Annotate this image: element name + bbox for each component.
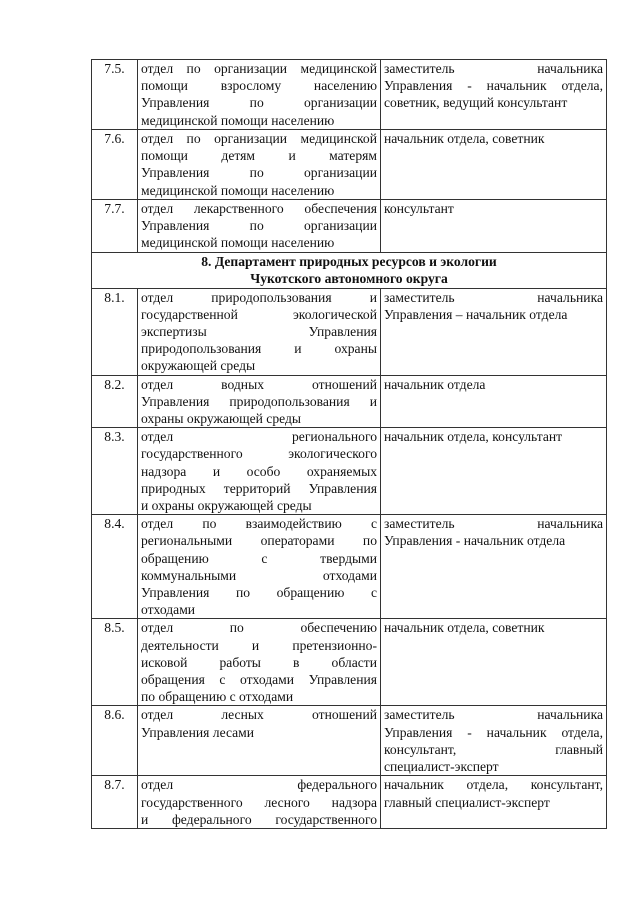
position-line: начальник отдела, консультант xyxy=(384,429,563,445)
table-row xyxy=(92,619,607,706)
position-line: заместитель начальника xyxy=(384,289,603,305)
unit-line: Управления по организации xyxy=(141,218,377,234)
table-row xyxy=(92,375,607,428)
section-heading xyxy=(92,252,607,288)
position-cell xyxy=(381,706,607,776)
position-line: начальник отдела, консультант, xyxy=(384,777,603,793)
unit-line: Управления по организации xyxy=(141,165,377,181)
position-line: заместитель начальника xyxy=(384,61,603,76)
table-row xyxy=(92,130,607,200)
unit-line: помощи взрослому населению xyxy=(141,78,377,94)
unit-line: и федерального государственного xyxy=(141,811,377,827)
unit-line: деятельности и претензионно- xyxy=(141,637,377,653)
unit-name-cell xyxy=(138,706,381,776)
table-row xyxy=(92,200,607,253)
table-row xyxy=(92,515,607,619)
unit-line: надзора и особо охраняемых xyxy=(141,463,377,479)
unit-name-cell xyxy=(138,776,381,829)
unit-line: природопользования и охраны xyxy=(141,341,377,357)
unit-line: медицинской помощи населению xyxy=(141,112,335,128)
position-line: главный специалист-эксперт xyxy=(384,794,550,810)
unit-line: Управления по организации xyxy=(141,95,377,111)
unit-line: отходами xyxy=(141,602,196,618)
unit-line: помощи детям и матерям xyxy=(141,148,377,164)
position-cell xyxy=(381,375,607,428)
position-cell xyxy=(381,428,607,515)
position-line: Управления – начальник отдела xyxy=(384,306,568,322)
row-number: 8.1. xyxy=(92,288,138,375)
position-cell xyxy=(381,776,607,829)
position-line: консультант, главный xyxy=(384,741,603,757)
position-line: начальник отдела, советник xyxy=(384,620,545,636)
position-cell xyxy=(381,619,607,706)
unit-line: Управления лесами xyxy=(141,724,255,740)
table-row xyxy=(92,776,607,829)
unit-line: государственного экологического xyxy=(141,446,377,462)
unit-line: исковой работы в области xyxy=(141,654,377,670)
position-cell xyxy=(381,60,607,130)
section-title-line: Чукотского автономного округа xyxy=(250,270,448,286)
unit-line: отдел по обеспечению xyxy=(141,620,377,636)
row-number: 8.6. xyxy=(92,706,138,776)
section-title-line: 8. Департамент природных ресурсов и экологии xyxy=(201,253,497,269)
unit-line: отдел федерального xyxy=(141,777,377,793)
position-cell xyxy=(381,130,607,200)
position-cell xyxy=(381,200,607,253)
unit-name-cell xyxy=(138,375,381,428)
row-number: 7.7. xyxy=(92,200,138,253)
section-row xyxy=(92,252,607,288)
position-line: начальник отдела, советник xyxy=(384,131,545,146)
row-number: 8.5. xyxy=(92,619,138,706)
row-number: 8.4. xyxy=(92,515,138,619)
row-number: 7.5. xyxy=(92,60,138,130)
unit-line: по обращению с отходами xyxy=(141,689,294,705)
row-number: 8.3. xyxy=(92,428,138,515)
unit-line: региональными операторами по xyxy=(141,533,377,549)
position-line: заместитель начальника xyxy=(384,707,603,723)
position-line: консультант xyxy=(384,201,454,216)
unit-line: отдел по взаимодействию с xyxy=(141,516,377,532)
unit-line: Управления природопользования и xyxy=(141,393,377,409)
unit-line: коммунальными отходами xyxy=(141,567,377,583)
position-line: Управления - начальник отдела xyxy=(384,533,566,549)
unit-line: отдел лесных отношений xyxy=(141,707,377,723)
table-row xyxy=(92,428,607,515)
unit-line: и охраны окружающей среды xyxy=(141,498,312,514)
unit-name-cell xyxy=(138,428,381,515)
position-line: заместитель начальника xyxy=(384,516,603,532)
unit-line: природных территорий Управления xyxy=(141,480,377,496)
table-row xyxy=(92,60,607,130)
position-line: Управления - начальник отдела, xyxy=(384,78,603,94)
position-line: начальник отдела xyxy=(384,376,486,392)
unit-line: медицинской помощи населению xyxy=(141,235,335,251)
unit-line: окружающей среды xyxy=(141,358,256,374)
unit-name-cell xyxy=(138,515,381,619)
position-cell xyxy=(381,288,607,375)
unit-name-cell xyxy=(138,60,381,130)
staff-table xyxy=(91,59,607,829)
unit-name-cell xyxy=(138,200,381,253)
unit-line: отдел природопользования и xyxy=(141,289,377,305)
table-row xyxy=(92,288,607,375)
unit-line: государственного лесного надзора xyxy=(141,794,377,810)
unit-name-cell xyxy=(138,288,381,375)
unit-line: охраны окружающей среды xyxy=(141,411,302,427)
unit-line: отдел водных отношений xyxy=(141,376,377,392)
position-line: советник, ведущий консультант xyxy=(384,95,568,111)
row-number: 8.7. xyxy=(92,776,138,829)
position-cell xyxy=(381,515,607,619)
unit-line: отдел регионального xyxy=(141,429,377,445)
unit-name-cell xyxy=(138,619,381,706)
position-line: специалист-эксперт xyxy=(384,759,499,775)
unit-name-cell xyxy=(138,130,381,200)
unit-line: Управления по обращению с xyxy=(141,585,377,601)
unit-line: экспертизы Управления xyxy=(141,324,377,340)
unit-line: медицинской помощи населению xyxy=(141,182,335,198)
unit-line: государственной экологической xyxy=(141,306,377,322)
row-number: 8.2. xyxy=(92,375,138,428)
unit-line: отдел по организации медицинской xyxy=(141,131,377,146)
unit-line: отдел лекарственного обеспечения xyxy=(141,201,377,216)
position-line: Управления - начальник отдела, xyxy=(384,724,603,740)
table-row xyxy=(92,706,607,776)
unit-line: обращения с отходами Управления xyxy=(141,672,377,688)
row-number: 7.6. xyxy=(92,130,138,200)
unit-line: обращению с твердыми xyxy=(141,550,377,566)
unit-line: отдел по организации медицинской xyxy=(141,61,377,76)
